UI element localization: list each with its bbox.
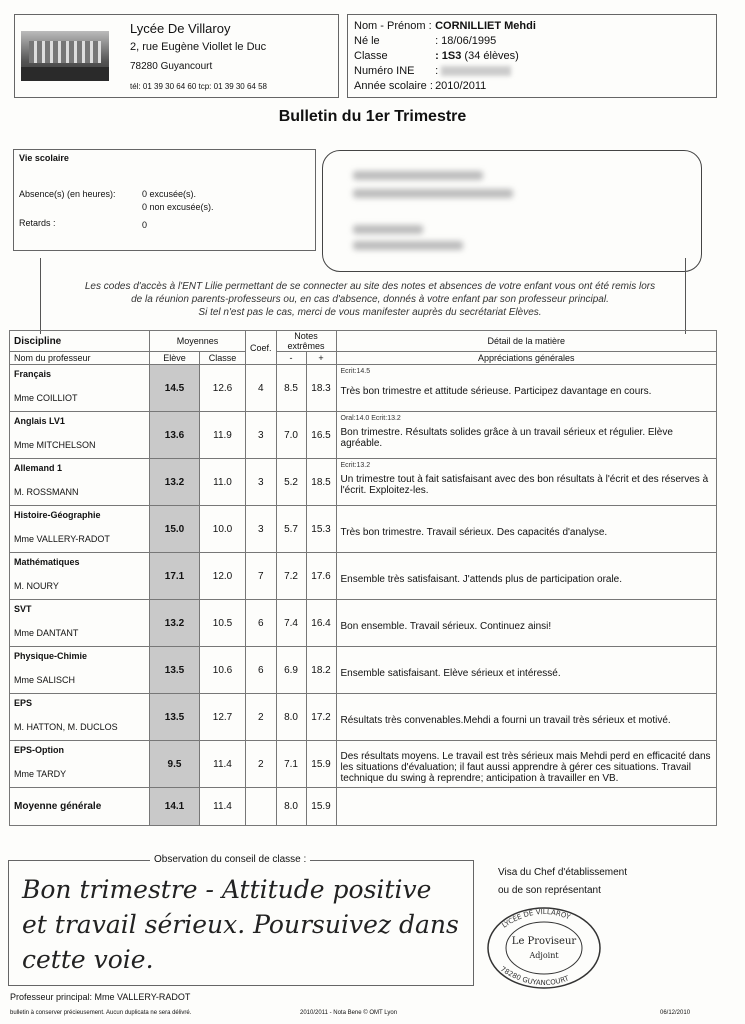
- footer-center: 2010/2011 - Nota Bene © OMT Lyon: [300, 1010, 398, 1016]
- page-title: Bulletin du 1er Trimestre: [278, 108, 467, 125]
- teacher-name: M. NOURY: [14, 581, 59, 591]
- name-label: Nom - Prénom :: [354, 20, 432, 32]
- min-grade: 5.2: [276, 459, 306, 506]
- school-name: Lycée De Villaroy: [130, 21, 231, 36]
- teacher-name: Mme MITCHELSON: [14, 440, 96, 450]
- discipline-cell: [10, 600, 150, 647]
- subject-detail: Oral:14.0 Ecrit:13.2: [340, 415, 401, 422]
- school-city: 78280 Guyancourt: [130, 61, 213, 72]
- min-grade: 7.1: [276, 741, 306, 788]
- min-grade: 5.7: [276, 506, 306, 553]
- teacher-name: Mme COILLIOT: [14, 393, 78, 403]
- obs-line: Bon trimestre - Attitude positive: [22, 875, 432, 904]
- coefficient: 6: [246, 647, 277, 694]
- visa-line1: Visa du Chef d'établissement: [498, 867, 628, 878]
- class-count: (34 élèves): [464, 50, 519, 62]
- retards-value: 0: [142, 220, 148, 230]
- appreciation-text: Très bon trimestre. Travail sérieux. Des capacités d'analyse.: [340, 526, 608, 538]
- appreciation-cell: [336, 694, 716, 741]
- coefficient: 7: [246, 553, 277, 600]
- redacted-line: [353, 225, 423, 234]
- moyenne-generale-row: [10, 788, 717, 826]
- address-box: [322, 150, 702, 272]
- appreciation-cell: [336, 553, 716, 600]
- max-grade: 15.9: [306, 741, 336, 788]
- grades-table: [9, 330, 717, 826]
- appreciation-text: Ensemble satisfaisant. Elève sérieux et intéressé.: [340, 667, 561, 679]
- min-grade: 6.9: [276, 647, 306, 694]
- subject-name: EPS: [14, 698, 33, 708]
- coefficient: 2: [246, 741, 277, 788]
- student-average: 13.2: [150, 600, 200, 647]
- prof-principal: Professeur principal: Mme VALLERY-RADOT: [10, 992, 191, 1002]
- student-average: 15.0: [150, 506, 200, 553]
- retards-label: Retards :: [19, 218, 56, 228]
- h-min: -: [276, 352, 306, 365]
- min-grade: 7.4: [276, 600, 306, 647]
- appreciation-text: Résultats très convenables.Mehdi a fourni un travail très sérieux et motivé.: [340, 714, 671, 726]
- max-grade: 16.4: [306, 600, 336, 647]
- table-row: [10, 459, 717, 506]
- coefficient: 4: [246, 365, 277, 412]
- unexcused-value: 0 non excusée(s).: [142, 202, 214, 212]
- year-label: Année scolaire :: [354, 80, 433, 92]
- teacher-name: M. HATTON, M. DUCLOS: [14, 722, 118, 732]
- student-name: CORNILLIET Mehdi: [435, 20, 536, 32]
- bracket-left: [40, 258, 44, 334]
- appreciation-cell: [336, 647, 716, 694]
- appreciation-text: Bon trimestre. Résultats solides grâce à un travail sérieux et régulier. Elève agréable.: [340, 427, 673, 449]
- notice-line: Si tel n'est pas le cas, merci de vous manifester auprès du secrétariat Elèves.: [198, 307, 542, 318]
- h-moyennes: Moyennes: [150, 331, 246, 352]
- svg-text:78280 GUYANCOURT: 78280 GUYANCOURT: [498, 965, 570, 988]
- coefficient: 2: [246, 694, 277, 741]
- student-average: 13.2: [150, 459, 200, 506]
- appreciation-text: Bon ensemble. Travail sérieux. Continuez ainsi!: [340, 620, 552, 632]
- max-grade: 18.2: [306, 647, 336, 694]
- student-average: 14.5: [150, 365, 200, 412]
- subject-name: Français: [14, 369, 52, 379]
- teacher-name: Mme SALISCH: [14, 675, 76, 685]
- vie-scolaire-box: [13, 149, 316, 251]
- ine-label: Numéro INE: [354, 65, 415, 77]
- subject-name: Mathématiques: [14, 557, 80, 567]
- moyenne-label: Moyenne générale: [10, 788, 150, 826]
- max-grade: 17.2: [306, 694, 336, 741]
- general-student-average: 14.1: [150, 788, 200, 826]
- redacted-line: [353, 171, 483, 180]
- ine-redacted: [441, 66, 511, 76]
- absences-label: Absence(s) (en heures):: [19, 189, 116, 199]
- school-phones: tél: 01 39 30 64 60 tcp: 01 39 30 64 58: [130, 82, 267, 91]
- teacher-name: Mme TARDY: [14, 769, 67, 779]
- subject-name: Histoire-Géographie: [14, 510, 101, 520]
- h-max: +: [306, 352, 336, 365]
- appreciation-cell: [336, 459, 716, 506]
- table-row: [10, 647, 717, 694]
- table-row: [10, 694, 717, 741]
- class-average: 12.0: [200, 553, 246, 600]
- school-address: 2, rue Eugène Viollet le Duc: [130, 41, 267, 53]
- teacher-name: M. ROSSMANN: [14, 487, 79, 497]
- footer-left: bulletin à conserver précieusement. Aucun duplicata ne sera délivré.: [10, 1010, 192, 1016]
- max-grade: 18.3: [306, 365, 336, 412]
- class-average: 10.0: [200, 506, 246, 553]
- discipline-cell: [10, 506, 150, 553]
- coefficient: 3: [246, 459, 277, 506]
- general-class-average: 11.4: [200, 788, 246, 826]
- table-row: [10, 600, 717, 647]
- h-app: Appréciations générales: [336, 352, 716, 365]
- class-average: 12.6: [200, 365, 246, 412]
- empty-coef: [246, 788, 277, 826]
- subject-name: Physique-Chimie: [14, 651, 88, 661]
- subject-name: Allemand 1: [14, 463, 63, 473]
- h-coef: Coef.: [246, 331, 277, 365]
- h-prof: Nom du professeur: [10, 352, 150, 365]
- vie-title: Vie scolaire: [19, 153, 69, 163]
- appreciation-text: Un trimestre tout à fait satisfaisant avec des bon résultats à l'écrit et des réserves à l'écrit. Exploitez-les.: [340, 474, 709, 496]
- visa-line2: ou de son représentant: [498, 885, 601, 896]
- table-row: [10, 412, 717, 459]
- coefficient: 6: [246, 600, 277, 647]
- student-average: 13.5: [150, 647, 200, 694]
- general-min: 8.0: [276, 788, 306, 826]
- school-photo: [21, 31, 109, 81]
- h-detail: Détail de la matière: [336, 331, 716, 352]
- h-extremes: Notes extrêmes: [276, 331, 336, 352]
- appreciation-text: Des résultats moyens. Le travail est très sérieux mais Mehdi perd en efficacité dans les situations d'évaluation; il faut aussi apprendre à gérer ces situations. Travail technique du swing à reprendre; anticipation à travailler en VB.: [340, 750, 711, 784]
- subject-name: EPS-Option: [14, 745, 64, 755]
- min-grade: 7.0: [276, 412, 306, 459]
- subject-detail: Ecrit:13.2: [340, 462, 371, 469]
- max-grade: 15.3: [306, 506, 336, 553]
- table-row: [10, 506, 717, 553]
- school-year: 2010/2011: [435, 80, 487, 92]
- min-grade: 8.5: [276, 365, 306, 412]
- ine-value: :: [435, 65, 439, 77]
- appreciation-cell: [336, 741, 716, 788]
- redacted-line: [353, 189, 513, 198]
- max-grade: 18.5: [306, 459, 336, 506]
- empty-app: [336, 788, 716, 826]
- notice-line: de la réunion parents-professeurs ou, en cas d'absence, donnés à votre enfant par son professeur principal.: [131, 294, 609, 305]
- school-block: [14, 14, 339, 98]
- class-average: 10.6: [200, 647, 246, 694]
- discipline-cell: [10, 694, 150, 741]
- class-average: 10.5: [200, 600, 246, 647]
- class-average: 12.7: [200, 694, 246, 741]
- table-row: [10, 365, 717, 412]
- h-classe: Classe: [200, 352, 246, 365]
- class-label: Classe: [354, 50, 388, 62]
- born-label: Né le: [354, 35, 380, 47]
- h-discipline: Discipline: [10, 331, 150, 352]
- discipline-cell: [10, 412, 150, 459]
- redacted-line: [353, 241, 463, 250]
- discipline-cell: [10, 741, 150, 788]
- appreciation-cell: [336, 600, 716, 647]
- student-average: 13.5: [150, 694, 200, 741]
- class-value: : 1S3: [435, 50, 462, 62]
- appreciation-cell: [336, 412, 716, 459]
- appreciation-cell: [336, 506, 716, 553]
- svg-text:Le Proviseur: Le Proviseur: [511, 936, 577, 947]
- teacher-name: Mme DANTANT: [14, 628, 79, 638]
- ent-notice: [50, 280, 690, 319]
- coefficient: 3: [246, 506, 277, 553]
- min-grade: 8.0: [276, 694, 306, 741]
- discipline-cell: [10, 647, 150, 694]
- min-grade: 7.2: [276, 553, 306, 600]
- birth-date: : 18/06/1995: [435, 35, 497, 47]
- footer-right: 06/12/2010: [660, 1010, 691, 1016]
- general-max: 15.9: [306, 788, 336, 826]
- subject-detail: Ecrit:14.5: [340, 368, 371, 375]
- svg-text:LYCÉE DE VILLAROY: LYCÉE DE VILLAROY: [500, 907, 572, 930]
- discipline-cell: [10, 365, 150, 412]
- class-average: 11.0: [200, 459, 246, 506]
- discipline-cell: [10, 459, 150, 506]
- student-average: 13.6: [150, 412, 200, 459]
- subject-name: SVT: [14, 604, 32, 614]
- max-grade: 17.6: [306, 553, 336, 600]
- student-average: 9.5: [150, 741, 200, 788]
- class-average: 11.9: [200, 412, 246, 459]
- teacher-name: Mme VALLERY-RADOT: [14, 534, 110, 544]
- student-block: [347, 14, 717, 98]
- observation-title: Observation du conseil de classe :: [150, 854, 310, 865]
- visa-block: [498, 864, 627, 900]
- discipline-cell: [10, 553, 150, 600]
- notice-line: Les codes d'accès à l'ENT Lilie permettant de se connecter au site des notes et absences de votre enfant vous ont été remis lors: [84, 281, 656, 292]
- table-row: [10, 741, 717, 788]
- appreciation-text: Ensemble très satisfaisant. J'attends plus de participation orale.: [340, 573, 623, 585]
- school-stamp: [480, 900, 608, 992]
- class-average: 11.4: [200, 741, 246, 788]
- obs-line: et travail sérieux. Poursuivez dans: [22, 910, 459, 939]
- appreciation-text: Très bon trimestre et attitude sérieuse. Participez davantage en cours.: [340, 385, 652, 397]
- excused-value: 0 excusée(s).: [142, 189, 197, 199]
- appreciation-cell: [336, 365, 716, 412]
- student-average: 17.1: [150, 553, 200, 600]
- h-eleve: Elève: [150, 352, 200, 365]
- svg-text:Adjoint: Adjoint: [529, 951, 559, 960]
- max-grade: 16.5: [306, 412, 336, 459]
- coefficient: 3: [246, 412, 277, 459]
- obs-line: cette voie.: [22, 945, 154, 974]
- table-row: [10, 553, 717, 600]
- subject-name: Anglais LV1: [14, 416, 65, 426]
- observation-handwriting: [22, 872, 462, 977]
